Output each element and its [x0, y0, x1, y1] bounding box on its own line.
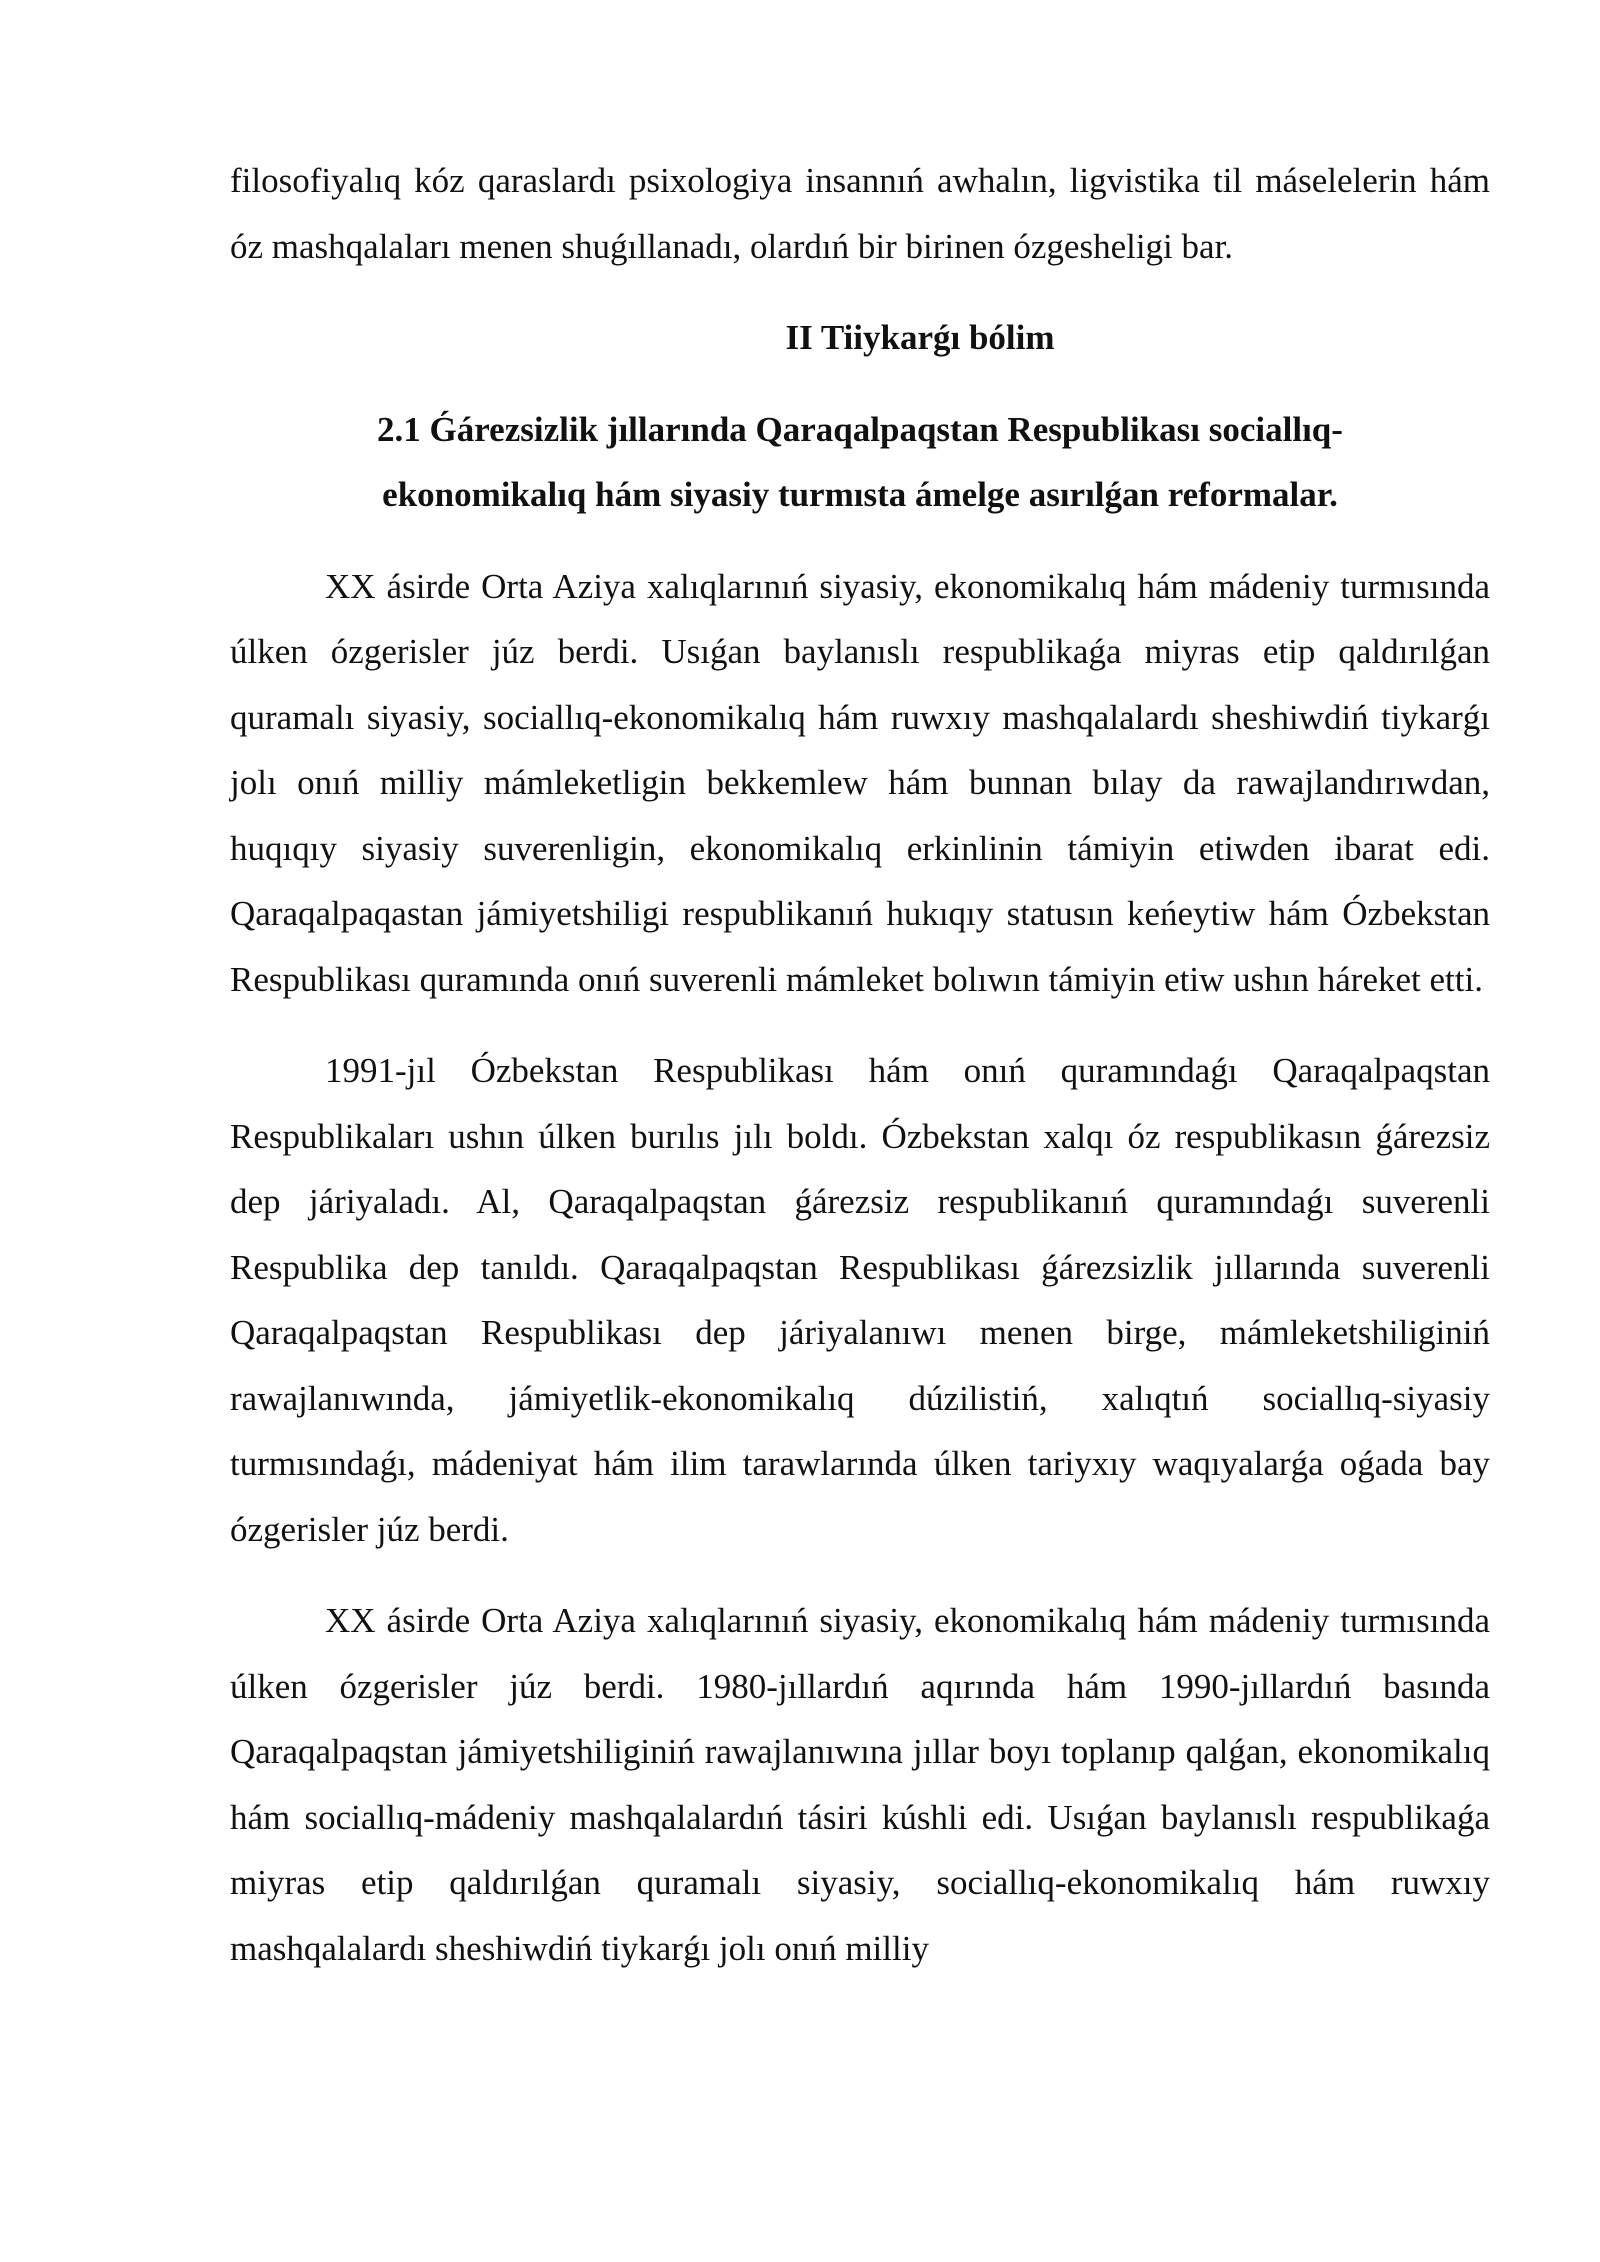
body-paragraph-1: XX ásirde Orta Aziya xalıqlarınıń siyasiy, ekonomikalıq hám mádeniy turmısında úlken ózgerisler júz berdi. Usıǵan baylanıslı respublikaǵa miyras etip qaldırılǵan quramalı siyasiy, sociallıq-ekonomikalıq hám ruwxıy mashqalalardı sheshiwdiń tiykarǵı jolı onıń milliy mámleketligin bekkemlew hám bunnan bılay da rawajlandırıwdan, huqıqıy siyasiy suverenligin, ekonomikalıq erkinlinin támiyin etiwden ibarat edi. Qaraqalpaqastan jámiyetshiligi respublikanıń hukıqıy statusın keńeytiw hám Ózbekstan Respublikası quramında onıń suverenli mámleket bolıwın támiyin etiw ushın háreket etti. — [230, 566, 1490, 999]
subsection-heading — [230, 397, 1490, 528]
subsection-heading-line-1: 2.1 Ǵárezsizlik jıllarında Qaraqalpaqstan Respublikası sociallıq- — [377, 409, 1343, 449]
body-paragraph-3: XX ásirde Orta Aziya xalıqlarınıń siyasiy, ekonomikalıq hám mádeniy turmısında úlken ózgerisler júz berdi. 1980-jıllardıń aqırında hám 1990-jıllardıń basında Qaraqalpaqstan jámiyetshiliginiń rawajlanıwına jıllar boyı toplanıp qalǵan, ekonomikalıq hám sociallıq-mádeniy mashqalalardıń tásiri kúshli edi. Usıǵan baylanıslı respublikaǵa miyras etip qaldırılǵan quramalı siyasiy, sociallıq-ekonomikalıq hám ruwxıy mashqalalardı sheshiwdiń tiykarǵı jolı onıń milliy — [230, 1601, 1490, 1968]
document-page — [230, 148, 1490, 2007]
body-paragraph-2: 1991-jıl Ózbekstan Respublikası hám onıń quramındaǵı Qaraqalpaqstan Respublikaları ushın úlken burılıs jılı boldı. Ózbekstan xalqı óz respublikasın ǵárezsiz dep járiyaladı. Al, Qaraqalpaqstan ǵárezsiz respublikanıń quramındaǵı suverenli Respublika dep tanıldı. Qaraqalpaqstan Respublikası ǵárezsizlik jıllarında suverenli Qaraqalpaqstan Respublikası dep járiyalanıwı menen birge, mámleketshiliginiń rawajlanıwında, jámiyetlik-ekonomikalıq dúzilistiń, xalıqtıń sociallıq-siyasiy turmısındaǵı, mádeniyat hám ilim tarawlarında úlken tariyxıy waqıyalarǵa oǵada bay ózgerisler júz berdi. — [230, 1051, 1490, 1549]
subsection-heading-line-2: ekonomikalıq hám siyasiy turmısta ámelge asırılǵan reformalar. — [382, 475, 1338, 514]
section-heading: II Tiiykarǵı bólim — [785, 318, 1055, 357]
intro-paragraph: filosofiyalıq kóz qaraslardı psixologiya insannıń awhalın, ligvistika til máselelerin hám óz mashqalaları menen shuǵıllanadı, olardıń bir birinen ózgesheligi bar. — [230, 161, 1490, 266]
